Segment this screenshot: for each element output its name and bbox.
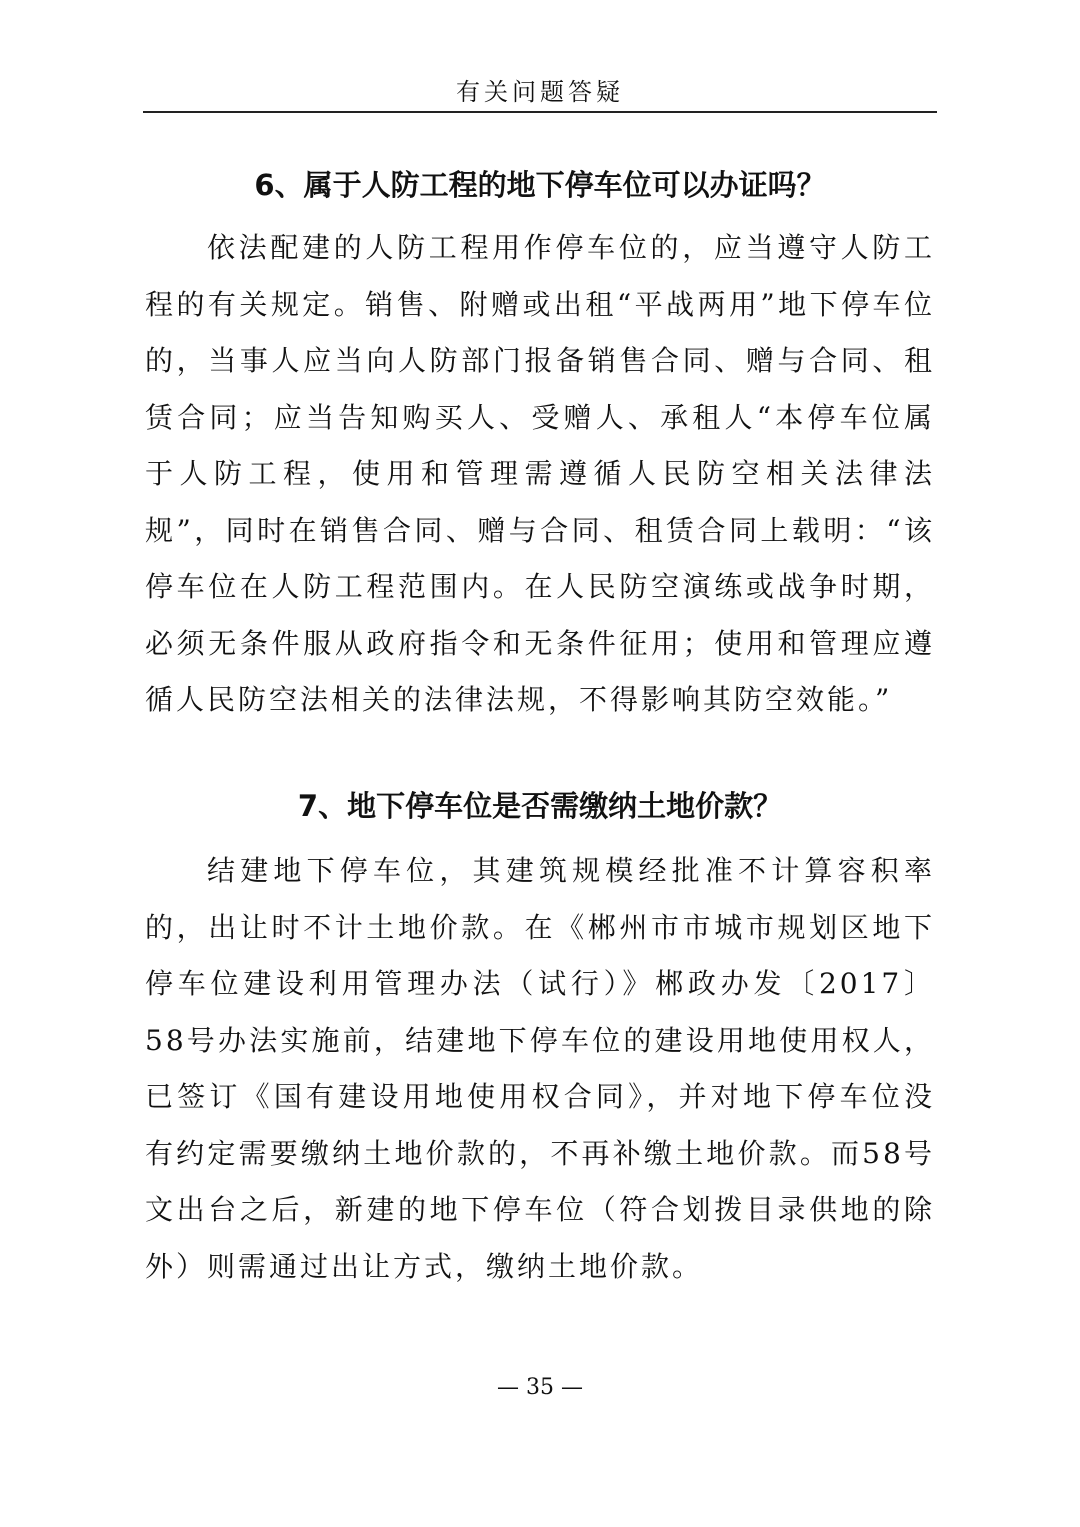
question-title: 6、属于人防工程的地下停车位可以办证吗？ xyxy=(254,168,826,202)
header-divider xyxy=(143,111,937,113)
answer-paragraph: 结建地下停车位，其建筑规模经批准不计算容积率的，出让时不计土地价款。在《郴州市市城市规划区地下停车位建设利用管理办法（试行）》郴政办发〔2017〕58号办法实施前，结建地下停车位的建设用地使用权人，已签订《国有建设用地使用权合同》，并对地下停车位没有约定需要缴纳土地价款的，不再补缴土地价款。而58号文出台之后，新建的地下停车位（符合划拨目录供地的除外）则需通过出让方式，缴纳土地价款。 xyxy=(145,854,935,1283)
question-section-7 xyxy=(145,783,935,1295)
question-section-6 xyxy=(145,162,935,729)
page-number: — 35 — xyxy=(497,1375,583,1400)
question-title: 7、地下停车位是否需缴纳土地价款？ xyxy=(297,789,783,823)
answer-paragraph: 依法配建的人防工程用作停车位的，应当遵守人防工程的有关规定。销售、附赠或出租“平战两用”地下停车位的，当事人应当向人防部门报备销售合同、赠与合同、租赁合同；应当告知购买人、受赠人、承租人“本停车位属于人防工程，使用和管理需遵循人民防空相关法律法规”，同时在销售合同、赠与合同、租赁合同上载明：“该停车位在人防工程范围内。在人民防空演练或战争时期，必须无条件服从政府指令和无条件征用；使用和管理应遵循人民防空法相关的法律法规，不得影响其防空效能。” xyxy=(145,231,935,716)
page-header-title: 有关问题答疑 xyxy=(456,78,624,106)
